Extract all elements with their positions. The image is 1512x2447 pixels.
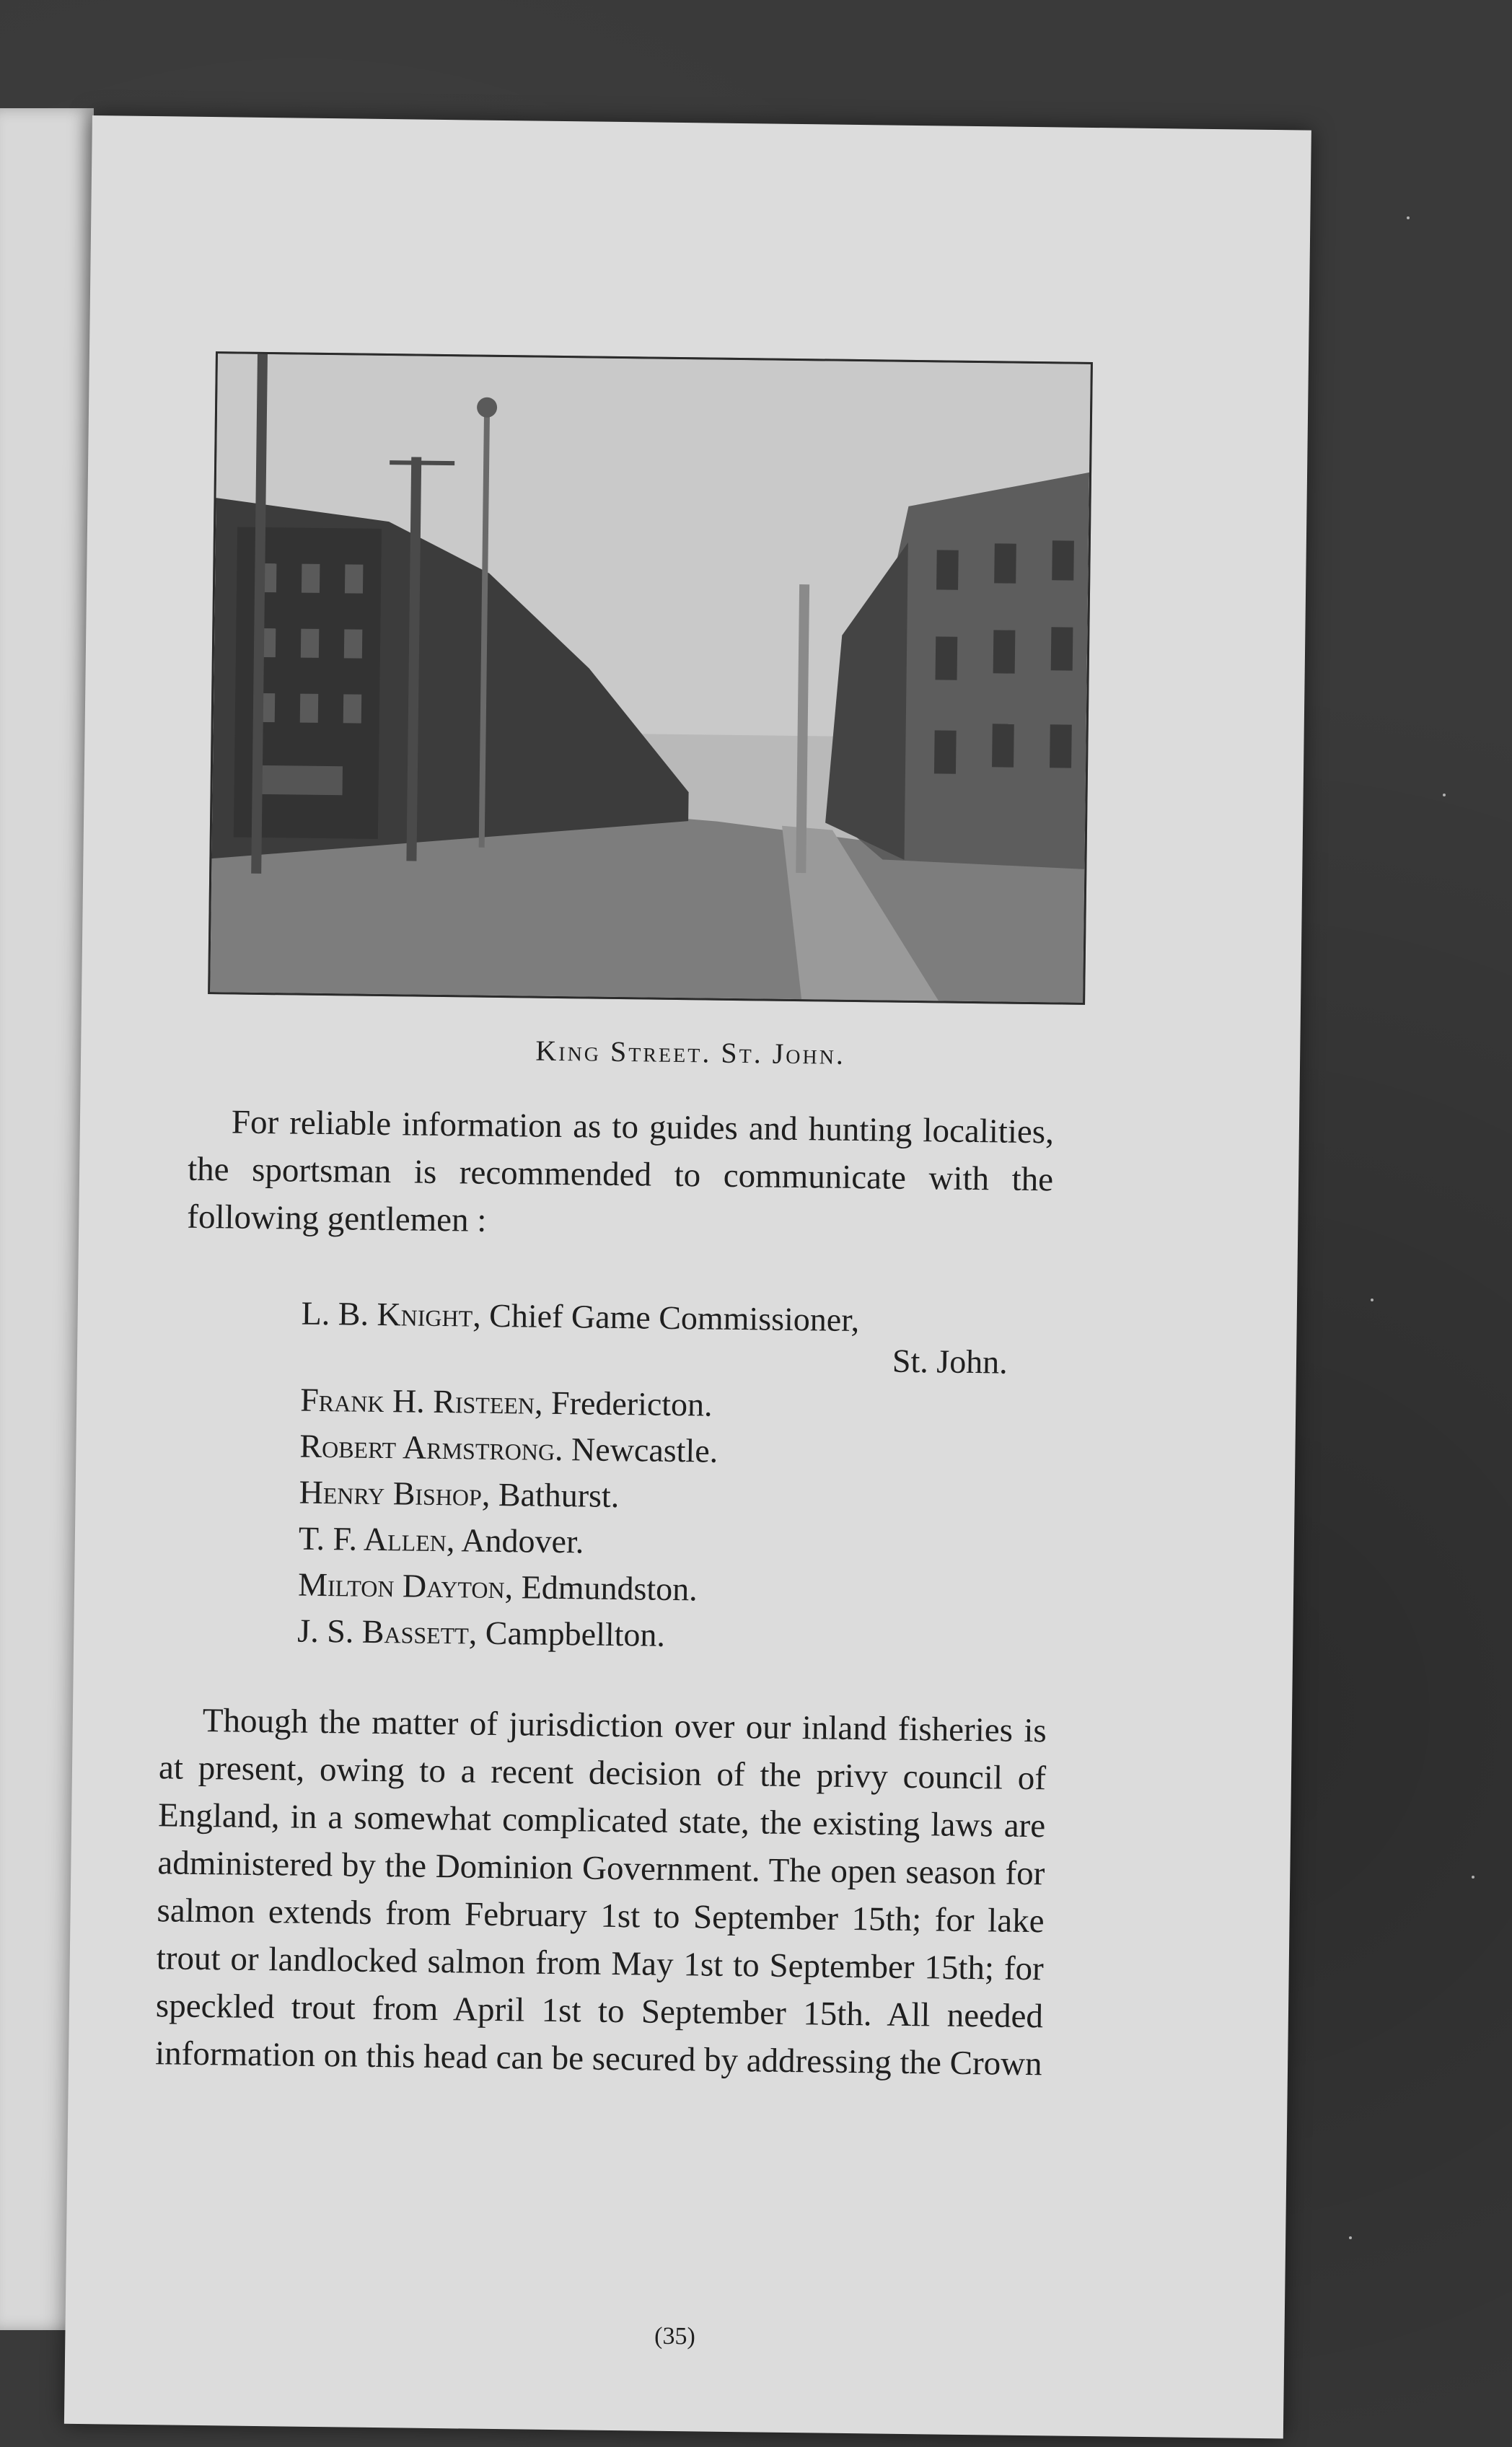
dust-speck xyxy=(1407,216,1410,219)
contact-detail: , Campbellton. xyxy=(468,1614,666,1653)
book-page xyxy=(64,115,1311,2438)
contact-name: L. B. Knight xyxy=(301,1294,473,1334)
page-number: (35) xyxy=(654,2322,696,2350)
contact-detail: , Bathurst. xyxy=(481,1475,620,1515)
dust-speck xyxy=(1371,1299,1373,1301)
dust-speck xyxy=(1349,2236,1352,2239)
intro-paragraph xyxy=(187,1098,1054,1252)
contact-name: Henry Bishop xyxy=(299,1473,483,1513)
contact-name: Milton Dayton xyxy=(297,1565,505,1606)
contact-name: Robert Armstrong xyxy=(299,1427,555,1467)
contact-detail: St. John. xyxy=(892,1342,1008,1381)
contact-entry xyxy=(297,1608,1055,1664)
contact-list xyxy=(297,1291,1059,1664)
street-photograph xyxy=(208,351,1093,1005)
dust-speck xyxy=(1443,794,1446,796)
contact-detail: . Newcastle. xyxy=(554,1430,718,1469)
contact-name: Frank H. Risteen xyxy=(299,1381,535,1421)
dust-speck xyxy=(1472,1876,1474,1879)
contact-detail: , Chief Game Commissioner, xyxy=(472,1296,860,1339)
contact-detail: , Fredericton. xyxy=(534,1384,713,1423)
photo-caption: King Street. St. John. xyxy=(535,1034,846,1071)
intro-text: For reliable information as to guides and hunting localities, the sportsman is recommended to communicate with the following gentlemen : xyxy=(187,1103,1055,1239)
contact-name: T. F. Allen xyxy=(298,1519,447,1559)
contact-detail: , Edmundston. xyxy=(504,1568,698,1608)
fisheries-paragraph xyxy=(155,1696,1047,2088)
fisheries-text: Though the matter of jurisdiction over our inland fisheries is at present, owing to a recent decision of the privy council of England, in a somewhat complicated state, the existing laws are administered by the Dominion Government. The open season for salmon extends from February 1st to September 15th; for lake trout or landlocked salmon from May 1st to September 15th; for speckled trout from April 1st to September 15th. All needed information on this head can be secured by addressing the Crown xyxy=(154,1702,1047,2083)
contact-detail: , Andover. xyxy=(446,1521,584,1560)
street-scene-image xyxy=(210,353,1091,1003)
contact-entry xyxy=(301,1291,1059,1346)
contact-name: J. S. Bassett xyxy=(297,1612,470,1651)
